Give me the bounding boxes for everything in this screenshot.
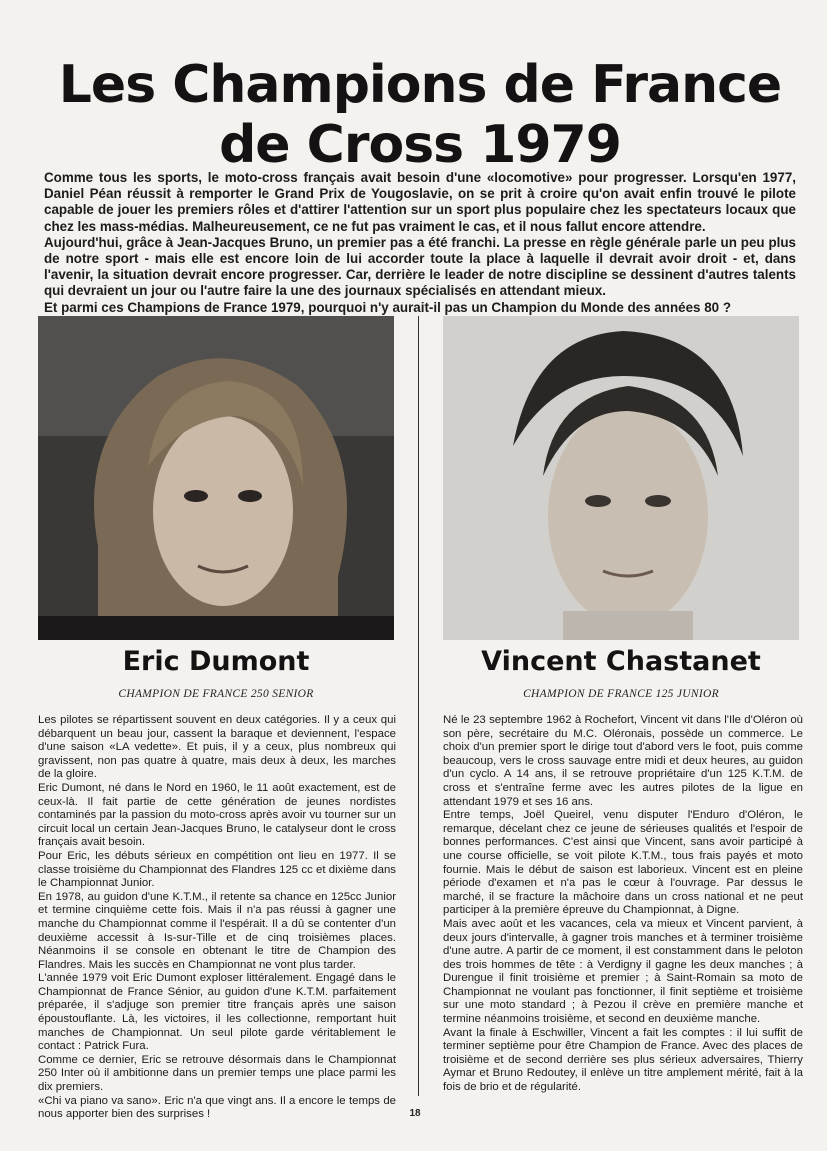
- title-line-2: de Cross 1979: [219, 115, 621, 175]
- article-column-left: [38, 714, 396, 1122]
- champion-name-right: Vincent Chastanet: [481, 646, 761, 677]
- portrait-illustration: [38, 316, 394, 640]
- title-line-1: Les Champions de France: [58, 55, 782, 115]
- portrait-photo-eric-dumont: [38, 316, 394, 640]
- page-title: [40, 55, 800, 175]
- article-paragraph: Né le 23 septembre 1962 à Rochefort, Vincent vit dans l'Ile d'Oléron où son père, secrétaire du M.C. Oléronais, possède un commerce. Le choix d'un premier sport le dirige tout d'abord vers le foot, puis comme beaucoup, vers le cross sauvage entre midi et deux heures, au guidon d'un cyclo. A 14 ans, il se retrouve propriétaire d'un 125 K.T.M. de cross et s'entraîne ferme avec les autres pilotes de la ligue en attendant 1979 et ses 16 ans.: [443, 714, 803, 808]
- article-paragraph: Comme ce dernier, Eric se retrouve désormais dans le Championnat 250 Inter où il ambitionne dans un premier temps une place parmi les dix premiers.: [38, 1053, 396, 1094]
- article-paragraph: Mais avec août et les vacances, cela va mieux et Vincent parvient, à deux jours d'intervalle, à gagner trois manches et à terminer troisième d'une autre. A partir de ce moment, il est constamment dans le peloton des trois hommes de tête : à Verdigny il gagne les deux manches ; à Durengue il finit troisième et premier ; à Saint-Romain sa moto de Championnat ne voulant pas fonctionner, il finit septième et troisième sur une moto standard ; à Pezou il crève en première manche et termine néanmoins troisième, et second en deuxième manche.: [443, 917, 803, 1026]
- page-number: 18: [409, 1108, 421, 1119]
- article-paragraph: Les pilotes se répartissent souvent en deux catégories. Il y a ceux qui débarquent un beau jour, cassent la baraque et deviennent, l'espace d'une saison «LA vedette». Et puis, il y a ceux, plus nombreux qui gravissent, non pas quatre à quatre, mais deux à deux, les marches de la gloire.: [38, 714, 396, 781]
- column-divider: [418, 316, 419, 1096]
- portrait-photo-vincent-chastanet: [443, 316, 799, 640]
- article-paragraph: Pour Eric, les débuts sérieux en compétition ont lieu en 1977. Il se classe troisième du Championnat des Flandres 125 cc et dixième dans le Championnat Junior.: [38, 849, 396, 890]
- article-paragraph: «Chi va piano va sano». Eric n'a que vingt ans. Il a encore le temps de nous apporter bien des surprises !: [38, 1094, 396, 1121]
- champion-title-right: CHAMPION DE FRANCE 125 JUNIOR: [523, 688, 719, 700]
- intro-paragraph: Comme tous les sports, le moto-cross français avait besoin d'une «locomotive» pour progresser. Lorsqu'en 1977, Daniel Péan réussit à remporter le Grand Prix de Yougoslavie, on se prit à croire qu'on avait enfin trouvé le pilote capable de jouer les premiers rôles et d'attirer l'attention sur un sport plus populaire chez les spectateurs locaux que chez les mass-médias. Malheureusement, ce ne fut pas vraiment le cas, et il nous fallut encore attendre.: [44, 170, 796, 234]
- intro-paragraph: Aujourd'hui, grâce à Jean-Jacques Bruno, un premier pas a été franchi. La presse en règle générale parle un peu plus de notre sport - mais elle est encore loin de lui accorder toute la place à laquelle il devrait avoir droit - et, dans l'avenir, la situation devrait encore progresser. Car, derrière le leader de notre discipline se dessinent d'autres talents qui devraient un jour ou l'autre faire la une des journaux spécialisés en attendant mieux.: [44, 234, 796, 299]
- intro-text: [44, 170, 796, 316]
- article-column-right: [443, 714, 803, 1095]
- champion-title-left: CHAMPION DE FRANCE 250 SENIOR: [118, 688, 314, 700]
- intro-paragraph: Et parmi ces Champions de France 1979, pourquoi n'y aurait-il pas un Champion du Monde des années 80 ?: [44, 299, 731, 315]
- article-paragraph: L'année 1979 voit Eric Dumont exploser littéralement. Engagé dans le Championnat de France Sénior, au guidon d'une K.T.M. parfaitement préparée, il s'adjuge son premier titre français après une saison époustouflante. Là, les victoires, il les collectionne, remportant huit manches de Championnat. Un seul pilote garde véritablement le contact : Patrick Fura.: [38, 972, 396, 1053]
- portrait-illustration: [443, 316, 799, 640]
- article-paragraph: En 1978, au guidon d'une K.T.M., il retente sa chance en 125cc Junior et termine cinquième cette fois. Mais il n'a pas réussi à gagner une manche du Championnat comme il l'espérait. Il a dû se contenter d'un deuxième accessit à Is-sur-Tille et de cinq troisièmes places. Néanmoins il se console en obtenant le titre de Champion des Flandres. Mais les succès en Championnat ne vont plus tarder.: [38, 890, 396, 971]
- article-paragraph: Entre temps, Joël Queirel, venu disputer l'Enduro d'Oléron, le remarque, décelant chez ce jeune de sérieuses qualités et l'espoir de bonnes performances. C'est ainsi que Vincent, sans avoir participé à une course officielle, se voit pilote K.T.M., tous frais payés et moto fournie. Mais le début de saison est laborieux. Vincent est en pleine période d'examen et n'a pas le cœur à l'ouvrage. Par dessus le marché, il se fracture la mâchoire dans un cross national et ne peut participer à la première épreuve du Championnat, à Digne.: [443, 809, 803, 917]
- champion-name-left: Eric Dumont: [122, 646, 310, 677]
- article-paragraph: Avant la finale à Eschwiller, Vincent a fait les comptes : il lui suffit de terminer septième pour être Champion de France. Avec des places de troisième et de second derrière ses plus sérieux adversaires, Thierry Aymar et Bruno Redoutey, il enlève un titre amplement mérité, fait à la fois de brio et de régularité.: [443, 1026, 803, 1094]
- article-paragraph: Eric Dumont, né dans le Nord en 1960, le 11 août exactement, est de ceux-là. Il fait partie de cette génération de jeunes nordistes contaminés par la passion du moto-cross après avoir vu tourner sur un circuit local un certain Jean-Jacques Bruno, le catalyseur dont le cross français avait besoin.: [38, 781, 396, 849]
